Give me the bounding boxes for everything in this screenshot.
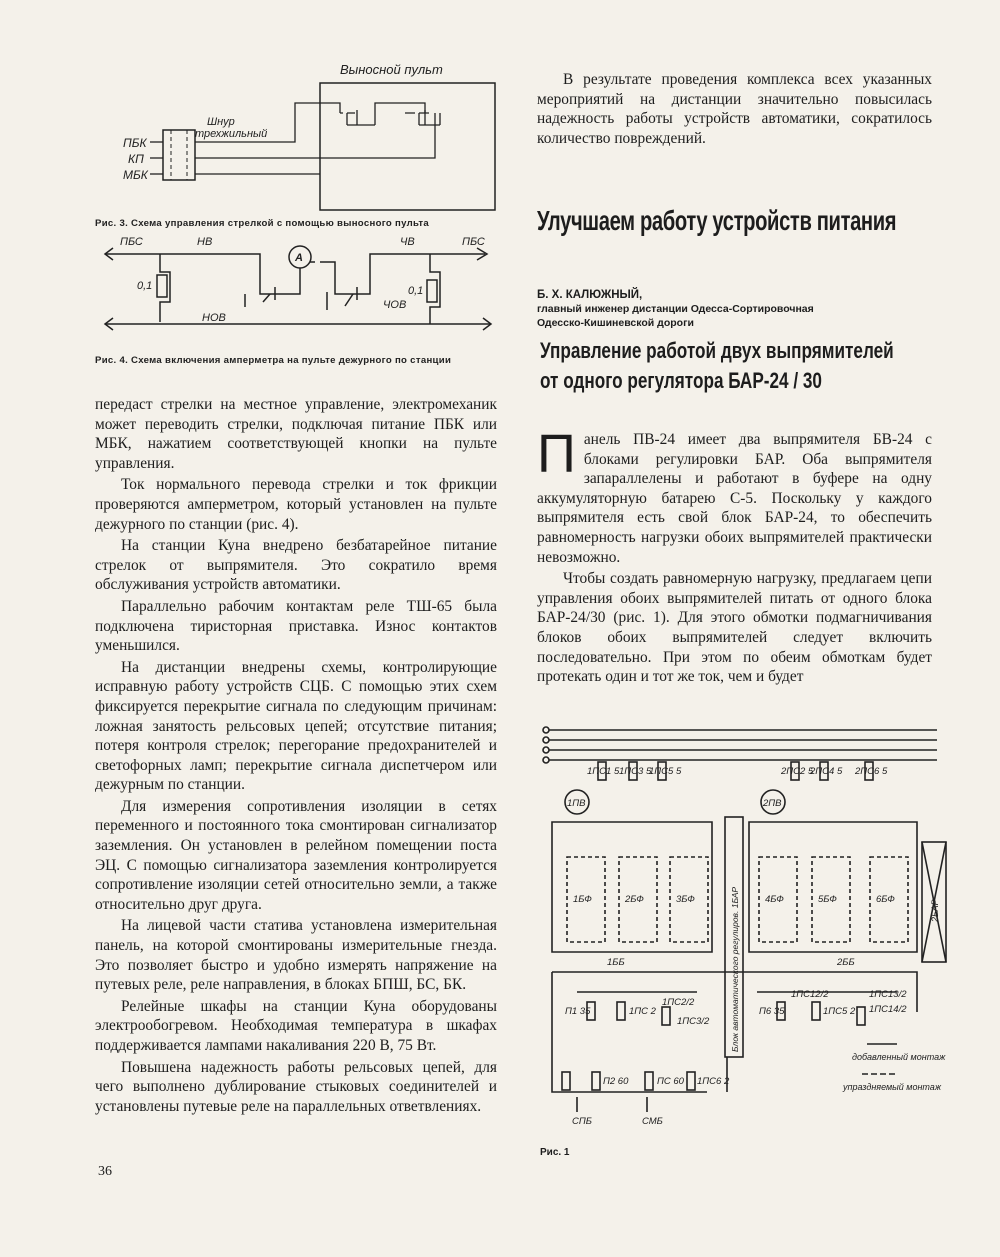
fig1-fuse-label: 2ПС4 5 <box>810 766 843 777</box>
fig1-bottom-label: ПС 60 <box>657 1076 684 1087</box>
fig1-fuse-label: 2ПС6 5 <box>855 766 888 777</box>
subhead-line-2: от одного регулятора БАР-24 / 30 <box>540 368 822 393</box>
article-headline: Улучшаем работу устройств питания <box>537 205 897 236</box>
figure-4-diagram <box>95 232 505 344</box>
fig1-block-label: 1БФ <box>573 894 592 905</box>
fig1-block-label: 3БФ <box>676 894 695 905</box>
author-block <box>537 288 814 330</box>
author-position: главный инженер дистанции Одесса-Сортировочная <box>537 303 814 315</box>
article-subhead <box>540 336 894 396</box>
fig4-label-r2: 0,1 <box>408 285 424 297</box>
fig1-bottom-label: 1ПС12/2 <box>791 989 829 1000</box>
fig3-label-kp: КП <box>128 152 144 166</box>
fig1-rectifier-label: 1ПВ <box>567 798 586 809</box>
fig1-block-label: 4БФ <box>765 894 784 905</box>
fig4-label-pbs-right: ПБС <box>462 236 485 248</box>
fig1-bottom-label: П6 35 <box>759 1006 785 1017</box>
left-paragraph: Параллельно рабочим контактам реле ТШ-65 была подключена тиристорная приставка. Износ контактов уменьшился. <box>95 597 497 655</box>
author-road: Одесско-Кишиневской дороги <box>537 317 694 329</box>
fig4-caption: Рис. 4. Схема включения амперметра на пульте дежурного по станции <box>95 355 452 366</box>
left-paragraph: передаст стрелки на местное управление, электромеханик может переводить стрелки, подключая питание ПБК или МБК, нажатием соответствующей кнопки на пульте управления. <box>95 396 497 472</box>
fig1-fuse-label: 1ПС5 5 <box>649 766 682 777</box>
fig4-ammeter-label: А <box>295 252 303 264</box>
left-paragraph: Релейные шкафы на станции Куна оборудованы электрообогревом. Необходимая температура в шкафах поддерживается лампами накаливания 220 В, 75 Вт. <box>95 997 497 1054</box>
fig1-bottom-label: П2 60 <box>603 1076 629 1087</box>
fig1-bottom-label: 1ПС13/2 <box>869 989 907 1000</box>
fig1-fuse-label: 2ПС2 5 <box>781 766 814 777</box>
figure-3-diagram <box>95 55 505 215</box>
fig3-title: Выносной пульт <box>340 62 443 77</box>
fig3-cord: Шнур <box>207 116 235 128</box>
fig1-vertical-label: Блок автоматического регулиров. 1БАР <box>730 886 740 1052</box>
left-paragraph: Повышена надежность работы рельсовых цепей, для чего выполнено дублирование стыковых соединителей и установлены путевые реле на параллельных ответвлениях. <box>95 1058 497 1115</box>
fig1-bottom-label: 2ББ <box>837 957 855 968</box>
svg-text:трехжильный: трехжильный <box>195 128 268 140</box>
fig4-label-nv: НВ <box>197 236 213 248</box>
left-paragraph: Ток нормального перевода стрелки и ток фрикции проверяются амперметром, который установлен на пульте дежурного по станции (рис. 4). <box>95 476 497 533</box>
left-paragraph: На станции Куна внедрено безбатарейное питание стрелок от выпрямителя. Это сократило время обслуживания устройств автоматики. <box>95 537 497 594</box>
left-column <box>95 395 497 1118</box>
left-paragraph: Для измерения сопротивления изоляции в сетях переменного и постоянного тока смонтирован сигнализатор заземления. Он установлен в релейном помещении поста ЭЦ. С помощью сигнализатора заземления контролируется сопротивление изоляции сетей относительно земли, а также относительно друг друга. <box>95 797 497 913</box>
fig1-bar-label: 2БАР <box>930 899 940 922</box>
fig1-fuse-label: 1ПС1 5 <box>587 766 620 777</box>
fig1-ground-label: СПБ <box>572 1116 592 1127</box>
right-top-text <box>537 70 932 150</box>
fig1-bottom-label: 1ББ <box>607 957 625 968</box>
fig4-label-nov: НОВ <box>202 312 226 324</box>
fig1-bottom-label: 1ПС 2 <box>629 1006 656 1017</box>
fig1-bottom-label: 1ПС5 2 <box>823 1006 856 1017</box>
right-top-paragraph: В результате проведения комплекса всех указанных мероприятий на дистанции значительно повысилась надежность работы устройств автоматики, сократилось количество повреждений. <box>537 71 932 147</box>
fig4-label-chov: ЧОВ <box>383 299 407 311</box>
fig1-ground-label: СМБ <box>642 1116 663 1127</box>
subhead-line-1: Управление работой двух выпрямителей <box>540 338 894 363</box>
right-body <box>537 424 932 689</box>
page-number: 36 <box>98 1164 112 1179</box>
fig1-rectifier-label: 2ПВ <box>763 798 782 809</box>
fig1-block-label: 5БФ <box>818 894 837 905</box>
fig1-legend-removed: упраздняемый монтаж <box>843 1082 942 1092</box>
fig3-caption: Рис. 3. Схема управления стрелкой с помощью выносного пульта <box>95 218 430 229</box>
fig1-caption: Рис. 1 <box>540 1147 570 1158</box>
drop-cap: П <box>537 424 576 484</box>
right-paragraph: Чтобы создать равномерную нагрузку, предлагаем цепи управления обоих выпрямителей питать от одного блока БАР-24/30 (рис. 1). Для этого обмотки подмагничивания блоков обоих выпрямителей следует включить последовательно. При этом по обеим обмоткам будет протекать один и тот же ток, чем и будет <box>537 570 932 686</box>
fig1-bottom-label: 1ПС14/2 <box>869 1004 907 1015</box>
fig1-block-label: 2БФ <box>625 894 644 905</box>
left-paragraph: На дистанции внедрены схемы, контролирующие исправную работу устройств СЦБ. С помощью этих схем фиксируется перекрытие сигнала по следующим причинам: ложная занятость рельсовых цепей; отсутствие питания; потеря контроля стрелок; перегорание предохранителей и светофорных ламп; перекрытие сигнала диспетчером или дежурным по станции. <box>95 658 497 794</box>
figure-1-diagram <box>537 722 967 1142</box>
fig3-label-pbk: ПБК <box>123 136 147 150</box>
fig1-bottom-label: 1ПС6 2 <box>697 1076 730 1087</box>
right-paragraph: анель ПВ-24 имеет два выпрямителя БВ-24 с блоками регулировки БАР. Оба выпрямителя запараллелены и работают в буфере на одну аккумуляторную батарею С-5. Поскольку у каждого выпрямителя есть свой блок БАР-24, то обеспечить равномерность нагрузки обоих выпрямителей практически невозможно. <box>537 431 932 566</box>
fig1-bottom-label: 1ПС2/2 <box>662 997 695 1008</box>
fig4-label-pbs-left: ПБС <box>120 236 143 248</box>
author-name: Б. Х. КАЛЮЖНЫЙ, <box>537 289 643 301</box>
fig3-label-mbk: МБК <box>123 168 148 182</box>
fig1-legend-added: добавленный монтаж <box>852 1052 946 1062</box>
fig4-label-chv: ЧВ <box>400 236 415 248</box>
fig1-block-label: 6БФ <box>876 894 895 905</box>
fig4-label-r1: 0,1 <box>137 280 153 292</box>
fig1-bottom-label: П1 35 <box>565 1006 591 1017</box>
left-paragraph: На лицевой части статива установлена измерительная панель, на которой смонтированы измерительные гнезда. Это позволяет быстро и удобно измерять напряжение на путевых реле, реле направления, в блоках БПШ, БС, БК. <box>95 917 497 994</box>
fig1-bottom-label: 1ПС3/2 <box>677 1016 710 1027</box>
fig1-fuse-label: 1ПС3 5 <box>619 766 652 777</box>
